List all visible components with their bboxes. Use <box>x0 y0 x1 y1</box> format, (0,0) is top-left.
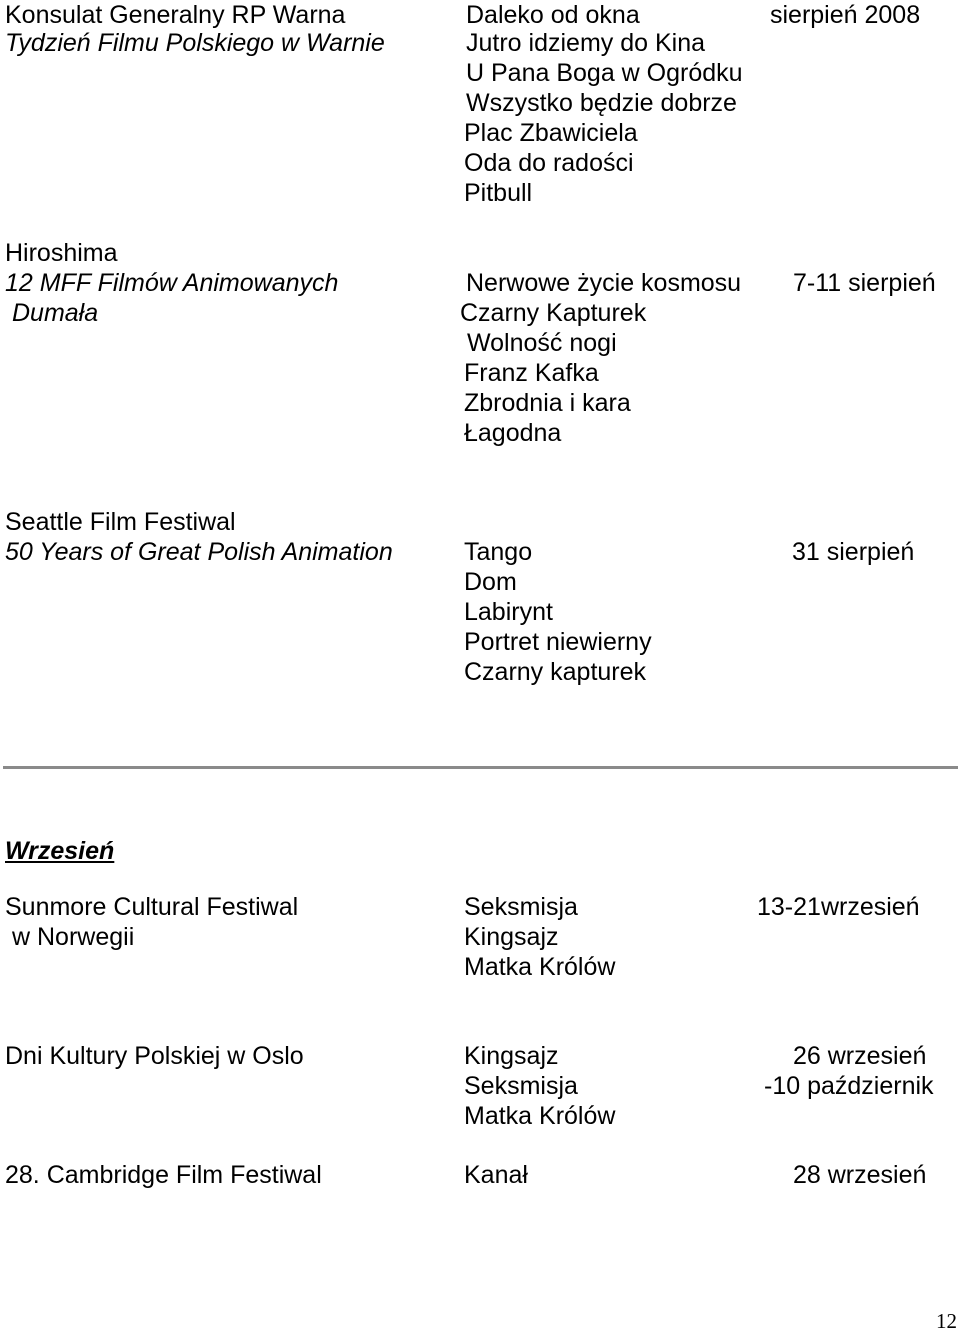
film-title: Czarny Kapturek <box>460 299 647 327</box>
film-title: Zbrodnia i kara <box>464 389 631 417</box>
film-title: Matka Królów <box>464 953 616 981</box>
film-title: Nerwowe życie kosmosu <box>466 269 742 297</box>
oslo-date-end: -10 październik <box>764 1072 934 1100</box>
sunmore-event: Sunmore Cultural Festiwal <box>5 893 299 921</box>
film-title: Plac Zbawiciela <box>464 119 638 147</box>
hiroshima-date: 7-11 sierpień <box>793 269 936 297</box>
oslo-event: Dni Kultury Polskiej w Oslo <box>5 1042 304 1070</box>
section-divider <box>3 766 958 769</box>
film-title: Kingsajz <box>464 1042 559 1070</box>
film-title: Daleko od okna <box>466 1 640 29</box>
film-title: Czarny kapturek <box>464 658 647 686</box>
hiroshima-venue: Hiroshima <box>5 239 118 267</box>
film-title: Seksmisja <box>464 893 578 921</box>
hiroshima-event: 12 MFF Filmów Animowanych <box>5 269 339 297</box>
film-title: Wolność nogi <box>467 329 617 357</box>
film-title: Kingsajz <box>464 923 559 951</box>
cambridge-date: 28 wrzesień <box>793 1161 927 1189</box>
film-title: Seksmisja <box>464 1072 578 1100</box>
oslo-date-start: 26 wrzesień <box>793 1042 927 1070</box>
film-title: U Pana Boga w Ogródku <box>466 59 743 87</box>
film-title: Tango <box>464 538 533 566</box>
month-heading: Wrzesień <box>5 837 115 865</box>
film-title: Franz Kafka <box>464 359 599 387</box>
film-title: Labirynt <box>464 598 553 626</box>
hiroshima-curator: Dumała <box>12 299 99 327</box>
seattle-date: 31 sierpień <box>792 538 915 566</box>
film-title: Wszystko będzie dobrze <box>466 89 737 117</box>
film-title: Matka Królów <box>464 1102 616 1130</box>
film-title: Jutro idziemy do Kina <box>466 29 706 57</box>
film-title: Oda do radości <box>464 149 634 177</box>
film-title: Łagodna <box>464 419 562 447</box>
varna-date: sierpień 2008 <box>770 1 921 29</box>
cambridge-event: 28. Cambridge Film Festiwal <box>5 1161 322 1189</box>
film-title: Dom <box>464 568 517 596</box>
film-title: Kanał <box>464 1161 528 1189</box>
seattle-venue: Seattle Film Festiwal <box>5 508 236 536</box>
sunmore-date: 13-21wrzesień <box>757 893 920 921</box>
page-number: 12 <box>936 1309 957 1333</box>
seattle-event: 50 Years of Great Polish Animation <box>5 538 393 566</box>
sunmore-event-location: w Norwegii <box>12 923 135 951</box>
film-title: Pitbull <box>464 179 533 207</box>
varna-event: Tydzień Filmu Polskiego w Warnie <box>5 29 385 57</box>
varna-venue: Konsulat Generalny RP Warna <box>5 1 346 29</box>
film-title: Portret niewierny <box>464 628 652 656</box>
